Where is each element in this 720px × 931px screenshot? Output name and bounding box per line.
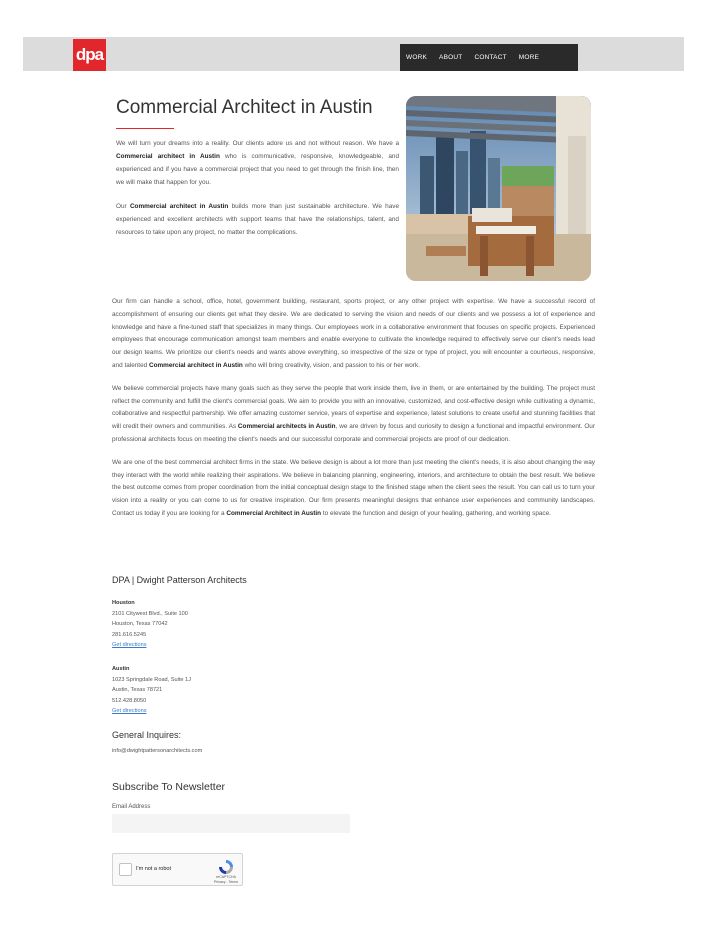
office-citystate: Austin, Texas 78721 [112, 687, 163, 693]
main-nav [400, 44, 578, 71]
office-citystate: Houston, Texas 77042 [112, 621, 168, 627]
hero-intro [116, 137, 399, 250]
hero-paragraph-2: Our Commercial architect in Austin builds more than just sustainable architecture. We have experienced and excellent architects with support teams that have the relationships, talent, and resources to take upon any project, no matter the complications. [116, 203, 400, 236]
nav-contact[interactable]: CONTACT [474, 54, 507, 61]
content-paragraph-1: Our firm can handle a school, office, hotel, government building, restaurant, sports project, or any other project with expertise. We have a successful record of accomplishment of ensuring our clients get what they desire. We are dedicated to serving the vision and needs of our clients and we possess a lot of experience and knowledge and have a fine-tuned staff that specializes in many things. Our employees work in a collaborative environment that focuses on specific projects. Experienced employees that encourage communication amongst team members and enable everyone to cultivate the knowledge required to effectively serve our client's needs lead our design teams. We prioritize our client's needs and wants above everything, so irrespective of the size or type of project, you will encounter a courteous, responsive, and talented Commercial architect in Austin who will bring creativity, vision, and passion to his or her work. [112, 298, 595, 369]
nav-more[interactable]: MORE [518, 54, 540, 61]
office-city: Houston [112, 600, 135, 606]
office-street: 2101 Citywest Blvd., Suite 100 [112, 610, 188, 617]
rooftop-terrace-image [406, 96, 591, 281]
content-paragraph-3: We are one of the best commercial architect firms in the state. We believe design is about a lot more than just meeting the client's needs, it is also about changing the way they interact with the world while realizing their aspirations. We believe in balancing planning, engineering, interiors, and architecture to obtain the best result. We believe the best outcome comes from proper coordination from the initial conceptual design stage to the finished stage when the client sees the result. You can call us to turn your vision into a reality or you can come to us for creative inspiration. Our firm presents meaningful designs that enhance user experiences and community landscapes. Contact us today if you are looking for a Commercial Architect in Austin to elevate the function and design of your healing, gathering, and working space. [112, 458, 595, 517]
office-houston [112, 598, 188, 651]
office-street: 1023 Springdale Road, Suite 1J [112, 676, 191, 683]
office-phone: 512.428.8050 [112, 697, 147, 704]
nav-work[interactable]: WORK [406, 54, 428, 61]
title-underline [116, 128, 174, 129]
site-header [23, 37, 684, 71]
hero-paragraph-1: We will turn your dreams into a reality. Our clients adore us and not without reason. We have a Commercial architect in Austin who is communicative, responsive, knowledgeable, and experienced and if you have a commercial project that you need to get through the finish line, then we will make that happen for you. [116, 140, 399, 186]
recaptcha-widget [112, 853, 243, 886]
newsletter-email-input[interactable] [112, 814, 350, 833]
content-paragraph-2: We believe commercial projects have many goals such as they serve the people that work inside them, live in them, or are entertained by the building. The project must reflect the community and fulfill the client's commercial goals. We aim to provide you with an innovative, customized, and cost-effective design while cultivating a dynamic, collaborative and respectful partnership. We offer amazing customer service, years of expertise and experience, latest solutions to create useful and stunning facilities that will credit their owners and communities. As Commercial architects in Austin, we are driven by focus and curiosity to design a functional and impactful environment. Our professional architects focus on meeting the client's needs and our successful corporate and commercial projects are proof of our dedication. [112, 384, 595, 443]
office-austin [112, 664, 191, 717]
office-city: Austin [112, 666, 130, 672]
email-label: Email Address [112, 804, 151, 810]
inquiries-email[interactable]: info@dwightpattersonarchitects.com [112, 748, 203, 754]
nav-about[interactable]: ABOUT [439, 54, 463, 61]
houston-directions-link[interactable]: Get directions [112, 642, 147, 648]
recaptcha-label: I'm not a robot [136, 866, 171, 872]
austin-directions-link[interactable]: Get directions [112, 708, 147, 714]
dpa-logo[interactable]: dpa [73, 39, 106, 71]
recaptcha-checkbox[interactable] [119, 863, 132, 876]
office-phone: 281.616.5245 [112, 631, 147, 638]
page-title: Commercial Architect in Austin [116, 97, 373, 118]
inquiries-title: General Inquires: [112, 730, 182, 740]
recaptcha-brand: reCAPTCHA Privacy - Terms [213, 875, 239, 884]
newsletter-title: Subscribe To Newsletter [112, 781, 226, 793]
main-content [112, 296, 595, 531]
recaptcha-icon [217, 859, 235, 875]
company-name: DPA | Dwight Patterson Architects [112, 575, 247, 585]
